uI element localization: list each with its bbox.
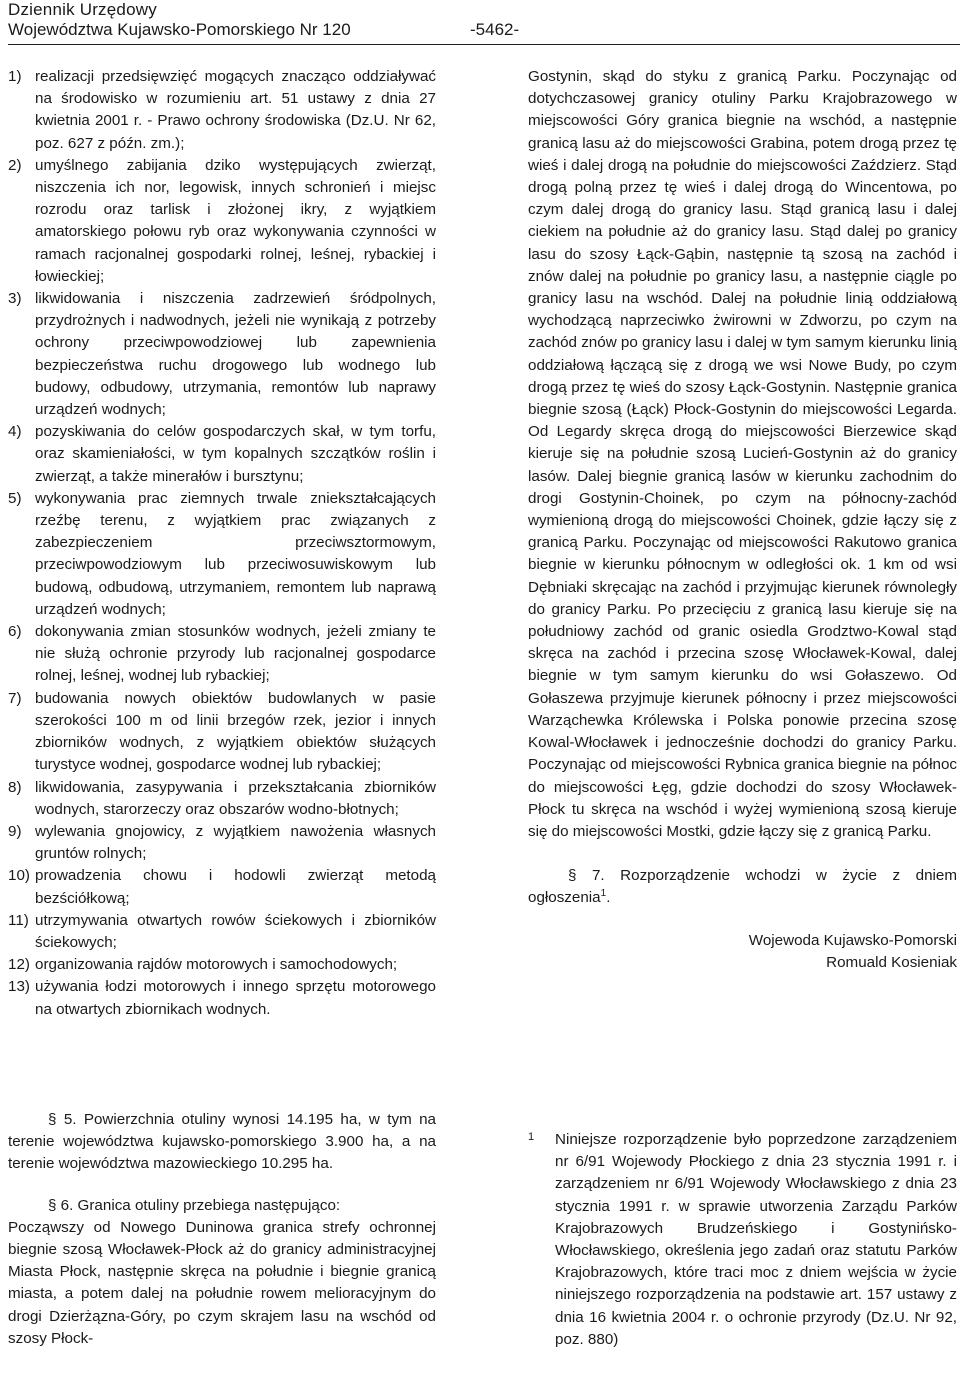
list-item xyxy=(8,288,436,421)
paragraph-7-end: . xyxy=(606,889,611,907)
left-column-list xyxy=(8,66,436,1021)
list-item xyxy=(8,777,436,821)
left-column-paragraphs xyxy=(8,1109,436,1350)
journal-subtitle xyxy=(8,20,948,42)
list-item xyxy=(8,66,436,155)
list-item xyxy=(8,821,436,865)
item-number: 1) xyxy=(8,68,22,85)
item-text: likwidowania, zasypywania i przekształcania zbiorników wodnych, starorzeczy oraz obszarów wodno-błotnych; xyxy=(35,778,436,818)
item-number: 13) xyxy=(8,978,30,996)
item-text: organizowania rajdów motorowych i samochodowych; xyxy=(35,956,398,974)
footnote-block xyxy=(528,1129,957,1351)
item-number: 11) xyxy=(8,911,29,929)
item-text: realizacji przedsięwzięć mogących znacząco oddziaływać na środowisko w rozumieniu art. 51 ustawy z dnia 27 kwietnia 2001 r. - Prawo ochrony środowiska (Dz.U. Nr 62, poz. 627 z późn. zm.); xyxy=(35,68,436,152)
list-item xyxy=(8,954,436,976)
list-item xyxy=(8,910,436,954)
list-item xyxy=(8,688,436,777)
item-number: 7) xyxy=(8,689,22,707)
page-number: -5462- xyxy=(470,20,520,39)
header-rule xyxy=(8,44,960,45)
item-text: umyślnego zabijania dziko występujących zwierząt, niszczenia ich nor, legowisk, innych schronień i miejsc rozrodu oraz tarlisk i złożonej ikry, z wyjątkiem amatorskiego połowu ryb oraz wykonywania czynności w ramach racjonalnej gospodarki rolnej, leśnej, rybackiej i łowieckiej; xyxy=(35,156,436,285)
paragraph-6-heading: § 6. Granica otuliny przebiega następująco: xyxy=(48,1196,341,1214)
item-number: 12) xyxy=(8,956,30,974)
item-number: 10) xyxy=(8,867,30,885)
item-text: używania łodzi motorowych i innego sprzętu motorowego na otwartych zbiornikach wodnych. xyxy=(35,978,436,1018)
item-text: utrzymywania otwartych rowów ściekowych i zbiorników ściekowych; xyxy=(35,911,436,951)
signature-block xyxy=(528,930,957,974)
item-number: 5) xyxy=(8,489,22,507)
paragraph-7-text: § 7. Rozporządzenie wchodzi w życie z dniem ogłoszenia xyxy=(528,867,957,907)
page-header xyxy=(8,0,948,42)
item-text: likwidowania i niszczenia zadrzewień śródpolnych, przydrożnych i nadwodnych, jeżeli nie wynikają z potrzeby ochrony przeciwpowodziowej lub zapewnienia bezpieczeństwa ruchu drogowego lub wodnego lub budowy, odbudowy, utrzymania, remontów lub naprawy urządzeń wodnych; xyxy=(35,290,436,419)
footnote-mark: 1 xyxy=(528,1131,535,1143)
item-text: dokonywania zmian stosunków wodnych, jeżeli zmiany te nie służą ochronie przyrody lub racjonalnej gospodarce rolnej, leśnej, wodnej lub rybackiej; xyxy=(35,623,436,685)
list-item xyxy=(8,865,436,909)
paragraph-7 xyxy=(528,865,957,909)
item-number: 2) xyxy=(8,156,22,174)
list-item xyxy=(8,976,436,1020)
item-text: pozyskiwania do celów gospodarczych skał, w tym torfu, oraz skamieniałości, w tym kopalnych szczątków roślin i zwierząt, a także minerałów i bursztynu; xyxy=(35,423,436,485)
item-number: 9) xyxy=(8,822,22,840)
list-item xyxy=(8,621,436,688)
item-number: 6) xyxy=(8,623,22,641)
item-number: 4) xyxy=(8,423,22,441)
item-text: wylewania gnojowicy, z wyjątkiem nawożenia własnych gruntów rolnych; xyxy=(35,822,436,863)
footnote-reference: 1 xyxy=(600,888,607,900)
paragraph-6-body: Począwszy od Nowego Duninowa granica strefy ochronnej biegnie szosą Włocławek-Płock aż do granicy administracyjnej Miasta Płock, następnie skręca na południe i biegnie granicą miasta, a potem dalej na południe rowem melioracyjnym do drogi Dzierżązna-Góry, po czym skrajem lasu na wschód od szosy Płock- xyxy=(8,1218,436,1347)
right-column xyxy=(528,66,957,974)
item-number: 8) xyxy=(8,778,22,796)
list-item xyxy=(8,155,436,288)
signature-role: Wojewoda Kujawsko-Pomorski xyxy=(748,931,957,949)
boundary-description: Gostynin, skąd do styku z granicą Parku. Poczynając od dotychczasowej granicy otuliny Parku Krajobrazowego w miejscowości Góry granica biegnie na wschód, a następnie granicą lasu aż do miejscowości Grabina, potem drogą przez tę wieś i dalej drogą na południe do miejscowości Zaździerz. Stąd drogą polną przez tę wieś i dalej drogą do Wincentowa, po czym dalej drogą do granicy lasu. Stąd granicą lasu i dalej ciekiem na południe aż do granicy lasu. Stąd dalej po granicy lasu do szosy Łąck-Gąbin, następnie tą szosą na zachód i znów dalej na południe po granicy lasu, a następnie ciągle po granicy lasu na wschód. Dalej na południe linią oddziałową wychodzącą naprzeciwko żwirowni w Zdworzu, po czym na zachód znów po granicy lasu i dalej w tym samym kierunku linią oddziałową łączącą się z drogą we wsi Nowe Budy, po czym drogą przez tę wieś do szosy Łąck-Gostynin. Następnie granica biegnie szosą (Łąck) Płock-Gostynin do miejscowości Legarda. Od Legardy skręca drogą do miejscowości Bierzewice skąd kieruje się na południe szosą Lucień-Gostynin aż do granicy lasów. Dalej biegnie granicą lasów w kierunku zachodnim do drogi Gostynin-Choinek, po czym na północny-zachód wymienioną drogą do miejscowości Choinek, gdzie łączy się z granicą Parku. Poczynając od miejscowości Rakutowo granica biegnie w kierunku północnym w odległości ok. 1 km od wsi Dębniaki skręcając na zachód i przyjmując kierunek równoległy do granicy Parku. Po przecięciu z granicą lasu kieruje się na południowy zachód od granic osiedla Grodztwo-Kowal stąd skręca na zachód i przecina szosę Włocławek-Kowal, dalej biegnie w tym samym kierunku do wsi Gołaszewo. Od Gołaszewa przyjmuje kierunek północny i przez miejscowości Warząchewka Królewska i Polska ponowie przecina szosę Kowal-Włocławek i jednocześnie dochodzi do granicy Parku. Poczynając od miejscowości Rybnica granica biegnie na północ do miejscowości Łęg, gdzie dochodzi do szosy Włocławek-Płock tu skręca na wschód i wyżej wymienioną szosą kieruje się do miejscowości Mostki, gdzie łączy się z granicą Parku. xyxy=(528,68,957,840)
footnote xyxy=(528,1129,957,1351)
item-text: wykonywania prac ziemnych trwale zniekształcających rzeźbę terenu, z wyjątkiem prac związanych z zabezpieczeniem przeciwsztormowym, przeciwpowodziowym lub przeciwosuwiskowym lub budową, odbudową, utrzymaniem, remontem lub naprawą urządzeń wodnych; xyxy=(35,489,436,618)
paragraph-5: § 5. Powierzchnia otuliny wynosi 14.195 ha, w tym na terenie województwa kujawsko-pomorskiego 3.900 ha, a na terenie województwa mazowieckiego 10.295 ha. xyxy=(8,1111,436,1173)
signature-name: Romuald Kosieniak xyxy=(826,953,957,971)
list-item xyxy=(8,421,436,488)
journal-issue: Województwa Kujawsko-Pomorskiego Nr 120 xyxy=(8,20,351,39)
journal-title: Dziennik Urzędowy xyxy=(8,0,157,19)
item-number: 3) xyxy=(8,290,22,308)
list-item xyxy=(8,488,436,621)
item-text: prowadzenia chowu i hodowli zwierząt metodą bezściółkową; xyxy=(35,867,436,907)
item-text: budowania nowych obiektów budowlanych w pasie szerokości 100 m od linii brzegów rzek, jezior i innych zbiorników wodnych, z wyjątkiem obiektów służących turystyce wodnej, gospodarce wodnej lub rybackiej; xyxy=(35,689,436,774)
footnote-text: Niniejsze rozporządzenie było poprzedzone zarządzeniem nr 6/91 Wojewody Płockiego z dnia 23 stycznia 1991 r. i zarządzeniem nr 6/91 Wojewody Włocławskiego z dnia 23 stycznia 1991 r. w sprawie utworzenia Zarządu Parków Krajobrazowych Brudzeńskiego i Gostynińsko-Włocławskiego, określenia jego zadań oraz statutu Parków Krajobrazowych, które traci moc z dniem wejścia w życie niniejszego rozporządzenia na podstawie art. 157 ustawy z dnia 16 kwietnia 2004 r. o ochronie przyrody (Dz.U. Nr 92, poz. 880) xyxy=(555,1131,957,1348)
